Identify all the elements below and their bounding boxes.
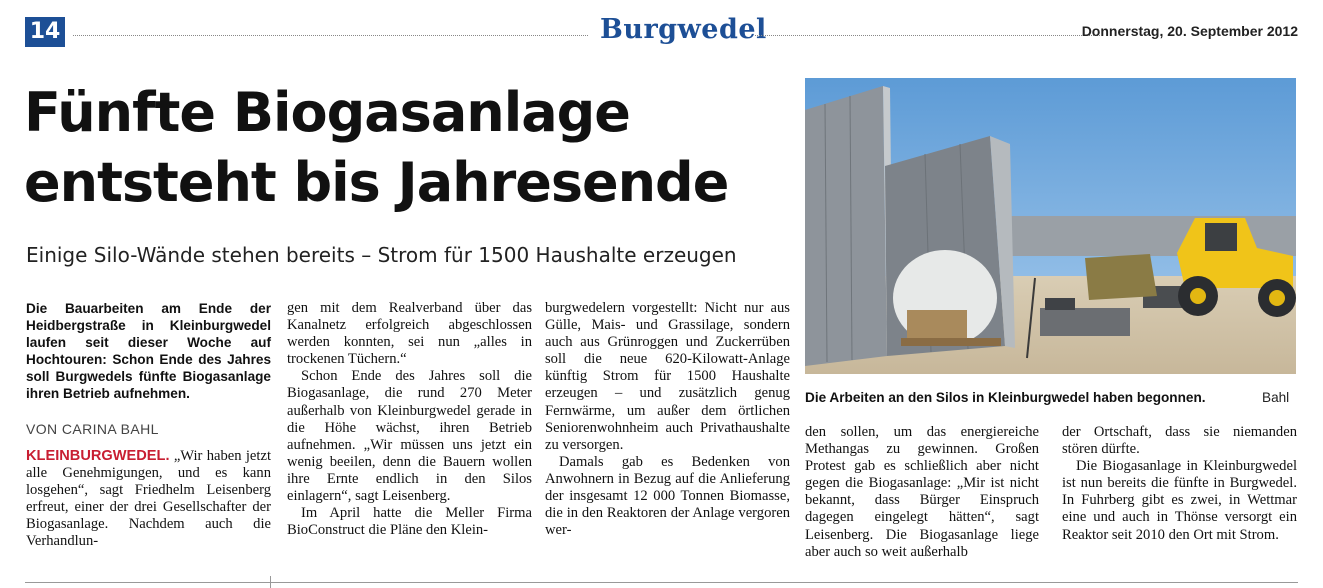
photo-credit: Bahl	[1262, 390, 1290, 405]
header-rule-left	[73, 35, 588, 36]
page-number: 14	[25, 17, 65, 47]
body-paragraph: Die Biogasanlage in Kleinburgwedel ist nun bereits die fünfte in Burgwedel. In Fuhrberg gibt es zwei, in Wettmar eine und auch in Thönse versorgt ein Reaktor seit 2010 den Ort mit Strom.	[1062, 458, 1297, 543]
body-paragraph: der Ortschaft, dass sie niemanden stören dürfte.	[1062, 424, 1297, 458]
article-column-4	[805, 424, 1039, 561]
page-header	[25, 14, 1298, 47]
column-divider	[270, 576, 271, 588]
section-title: Burgwedel	[600, 14, 767, 45]
body-paragraph: burgwedelern vorgestellt: Nicht nur aus Gülle, Mais- und Grassilage, sondern auch aus Grünroggen und Zuckerrüben soll die neue 620-Kilowatt-Anlage künftig Strom für 1500 Haushalte erzeugen – und zusätzlich genug Fernwärme, um außer dem örtlichen Seniorenwohnheim auch Privathaushalte zu versorgen.	[545, 300, 790, 453]
body-text: „Wir haben jetzt alle Genehmigungen, und es kann losgehen“, sagt Friedhelm Leisenberg erfreut, einer der drei Gesellschafter der Biogasanlage. Nachdem auch die Verhandlun-	[26, 447, 271, 550]
body-paragraph: gen mit dem Realverband über das Kanalnetz erfolgreich abgeschlossen werden konnten, sei nun „alles in trockenen Tüchern.“	[287, 300, 532, 368]
body-paragraph: den sollen, um das energiereiche Methangas zu gewinnen. Großen Protest gab es schließlich aber nicht gegen die Biogasanlage: „Mir ist nicht bekannt, dass Bürger Einspruch dagegen eingelegt hätten“, sagt Leisenberg. Die Biogasanlage liege aber auch so weit außerhalb	[805, 424, 1039, 560]
byline: VON CARINA BAHL	[26, 420, 159, 437]
headline	[24, 78, 794, 218]
header-rule-right	[755, 35, 1100, 36]
article-photo	[805, 78, 1296, 374]
subheadline: Einige Silo-Wände stehen bereits – Strom für 1500 Haushalte erzeugen	[26, 243, 737, 267]
article-column-5	[1062, 424, 1297, 544]
lead-paragraph: Die Bauarbeiten am Ende der Heidbergstraße in Kleinburgwedel laufen seit dieser Woche auf Hochtouren: Schon Ende des Jahres soll Burgwedels fünfte Biogasanlage ihren Betrieb aufnehmen.	[26, 301, 271, 402]
article-column-3	[545, 300, 790, 539]
body-paragraph: Damals gab es Bedenken von Anwohnern in Bezug auf die Anlieferung der insgesamt 12 000 Tonnen Biomasse, die in den Reaktoren der Anlage vergoren wer-	[545, 453, 790, 539]
body-paragraph: Schon Ende des Jahres soll die Biogasanlage, die rund 270 Meter außerhalb von Kleinburgwedel gerade in die Höhe wächst, ihren Betrieb aufnehmen. „Wir müssen uns jetzt ein wenig beeilen, denn die Bauern wollen ihre Ernte endlich in den Silos einlagern“, sagt Leisenberg.	[287, 368, 532, 505]
article-column-2	[287, 300, 532, 539]
body-paragraph: Im April hatte die Meller Firma BioConstruct die Pläne den Klein-	[287, 505, 532, 539]
issue-date: Donnerstag, 20. September 2012	[1081, 23, 1298, 39]
body-paragraph	[26, 448, 271, 551]
photo-caption: Die Arbeiten an den Silos in Kleinburgwedel haben begonnen.	[805, 390, 1206, 405]
article-column-1	[26, 300, 271, 550]
headline-line-1: Fünfte Biogasanlage	[24, 81, 630, 144]
bottom-rule	[25, 582, 1298, 583]
headline-line-2: entsteht bis Jahresende	[24, 151, 729, 214]
dateline: KLEINBURGWEDEL.	[26, 447, 170, 464]
